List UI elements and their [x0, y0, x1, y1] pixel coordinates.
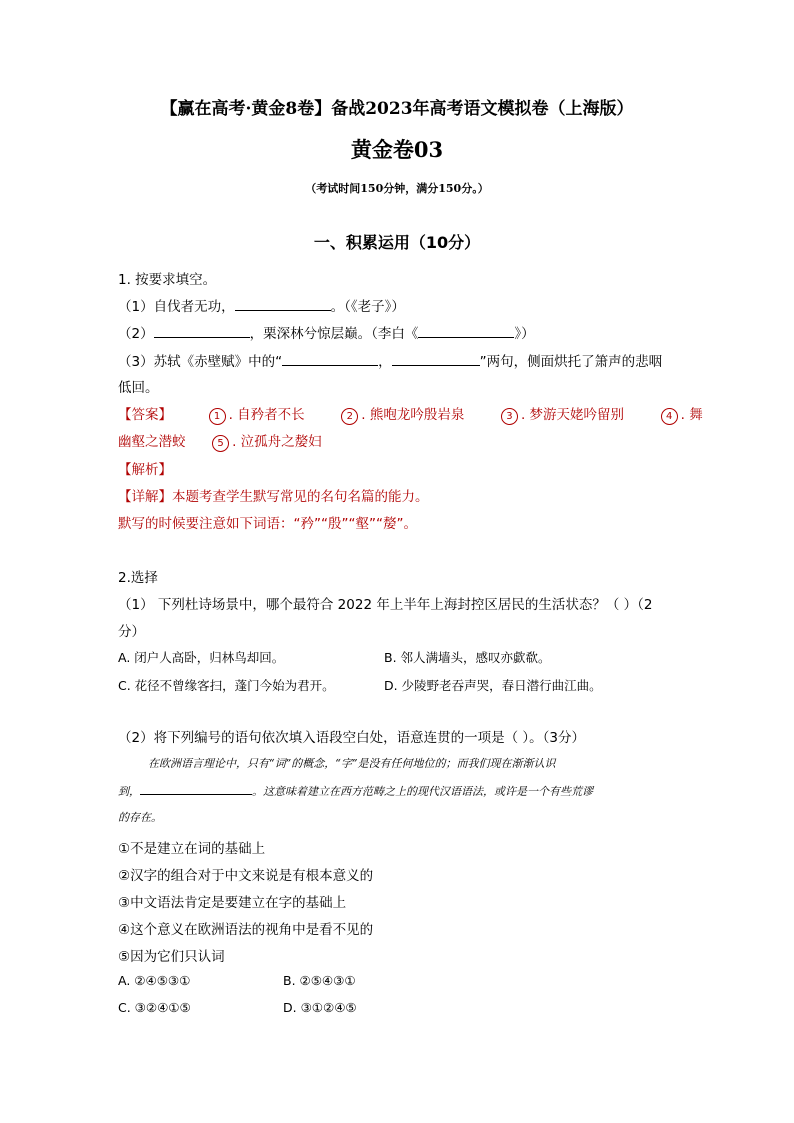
q1-item2	[118, 322, 535, 342]
q2-2-option-b: B. ②⑤④③①	[283, 973, 356, 988]
fill-blank	[154, 325, 250, 338]
q1-item1-text: （1）自伐者无功，	[118, 299, 235, 315]
q1-item3	[118, 350, 662, 370]
q2-1-option-a: A. 闭户人高卧，归林鸟却回。	[118, 650, 285, 665]
answer-3: . 梦游天姥吟留别	[520, 407, 625, 423]
exam-info: （考试时间150分钟，满分150分。）	[305, 182, 489, 195]
passage-end: 。这意味着建立在西方范畴之上的现代汉语语法，或许是一个有些荒谬	[252, 785, 593, 798]
passage-start: 到，	[118, 785, 140, 798]
document-subtitle: 黄金卷03	[350, 137, 444, 162]
q1-answer-line-2	[118, 430, 322, 452]
sentence-2: ②汉字的组合对于中文来说是有根本意义的	[118, 868, 374, 884]
passage-line-3: 的存在。	[118, 811, 162, 824]
answer-5: . 泣孤舟之嫠妇	[232, 434, 322, 450]
passage-line-1: 在欧洲语言理论中，只有“词”的概念，“字”是没有任何地位的；而我们现在渐渐认识	[148, 757, 556, 770]
q2-1-option-d: D. 少陵野老吞声哭，春日潜行曲江曲。	[384, 678, 602, 693]
sentence-4: ④这个意义在欧洲语法的视角中是看不见的	[118, 922, 374, 938]
q2-prompt: 2.选择	[118, 570, 158, 586]
q1-item2-text: ，栗深林兮惊层巅。（李白《	[249, 326, 419, 342]
answer-2: . 熊咆龙吟殷岩泉	[361, 407, 465, 423]
q1-prompt: 1. 按要求填空。	[118, 272, 217, 288]
section-heading: 一、积累运用（10分）	[313, 233, 481, 252]
sentence-5: ⑤因为它们只认词	[118, 949, 225, 965]
fill-blank	[282, 353, 378, 366]
answer-number-3: 3	[501, 408, 518, 425]
analysis-note: 默写的时候要注意如下词语：“矜”“殷”“壑”“嫠”。	[118, 516, 417, 532]
q2-2-option-d: D. ③①②④⑤	[283, 1000, 357, 1015]
document-title: 【赢在高考·黄金8卷】备战2023年高考语文模拟卷（上海版）	[160, 99, 634, 119]
answer-number-5: 5	[212, 435, 229, 452]
passage-line-2	[118, 782, 593, 799]
q1-item1	[118, 295, 405, 315]
q1-item2-end: 》）	[514, 326, 535, 342]
fill-blank	[418, 325, 514, 338]
analysis-label: 【解析】	[118, 462, 172, 478]
answer-1: . 自矜者不长	[228, 407, 305, 423]
q2-1-option-c: C. 花径不曾缘客扫，蓬门今始为君开。	[118, 678, 335, 693]
q2-sub1-cont: 分）	[118, 624, 145, 640]
answer-number-2: 2	[341, 408, 358, 425]
q2-sub1: （1） 下列杜诗场景中，哪个最符合 2022 年上半年上海封控区居民的生活状态？（ ）（2	[118, 597, 653, 613]
fill-blank	[140, 782, 252, 795]
fill-blank	[235, 298, 331, 311]
analysis-detail: 【详解】本题考查学生默写常见的名句名篇的能力。	[118, 489, 429, 505]
q2-2-option-c: C. ③②④①⑤	[118, 1000, 191, 1015]
q1-item3-end: ”两句，侧面烘托了箫声的悲咽	[479, 354, 663, 370]
q1-item1-source: 。（《老子》）	[330, 299, 405, 315]
answer-number-4: 4	[661, 408, 678, 425]
q2-1-option-b: B. 邻人满墙头，感叹亦歔欷。	[384, 650, 551, 665]
sentence-3: ③中文语法肯定是要建立在字的基础上	[118, 895, 347, 911]
answer-4-cont: 幽壑之潜蛟	[118, 434, 186, 450]
q2-sub2: （2）将下列编号的语句依次填入语段空白处，语意连贯的一项是（ ）。（3分）	[118, 730, 585, 746]
sentence-1: ①不是建立在词的基础上	[118, 841, 266, 857]
q1-item3-comma: ，	[378, 354, 392, 370]
answer-4: . 舞	[680, 407, 703, 423]
fill-blank	[392, 353, 480, 366]
q1-item2-num: （2）	[118, 326, 154, 342]
q1-answer-line	[118, 403, 703, 425]
q2-2-option-a: A. ②④⑤③①	[118, 973, 191, 988]
q1-item3-cont: 低回。	[118, 380, 159, 396]
answer-label: 【答案】	[118, 407, 172, 423]
q1-item3-text: （3）苏轼《赤壁赋》中的“	[118, 354, 283, 370]
answer-number-1: 1	[209, 408, 226, 425]
